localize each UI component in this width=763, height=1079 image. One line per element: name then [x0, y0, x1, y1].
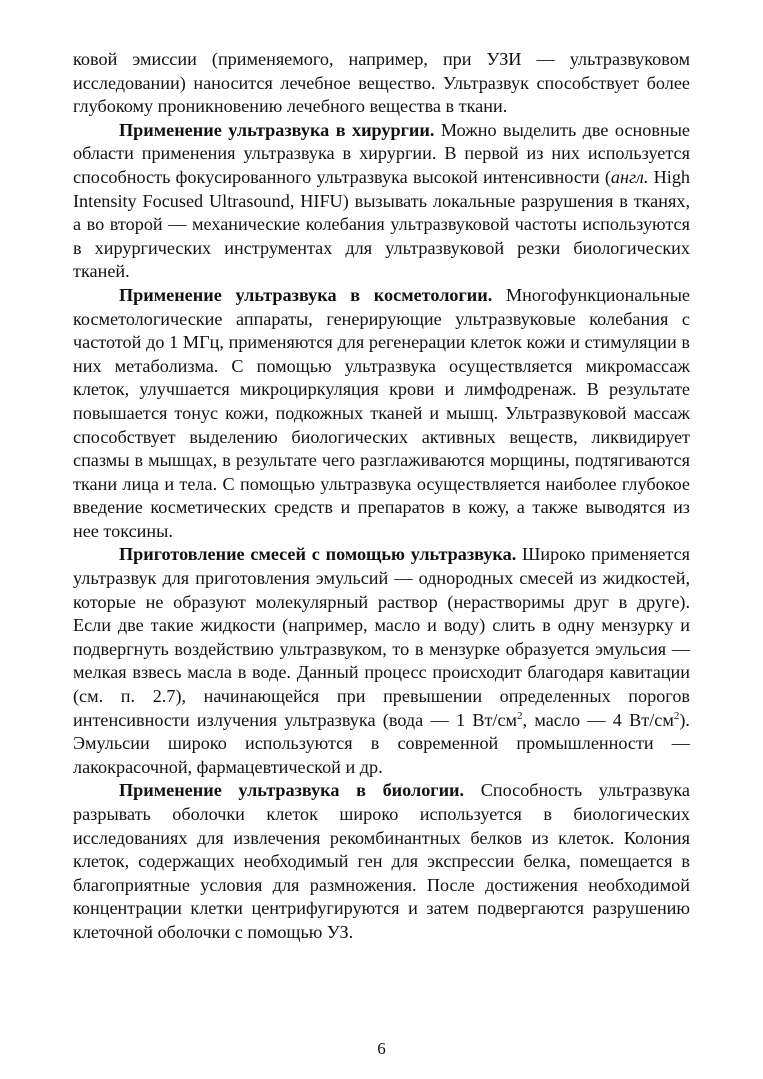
section-heading-cosmetology: Применение ультразвука в косметологии. [119, 284, 493, 305]
paragraph-text: Многофункциональные косметологические аппараты, генерирующие ультразвуковые колебания с частотой до 1 МГц, применяются для регенерации клеток кожи и стимуляции в них метаболизма. С помощью ультразвука осуществляется микромассаж клеток, улучшается микроциркуляция крови и лимфодренаж. В результате повышается тонус кожи, подкожных тканей и мышц. Ультразвуковой массаж способствует выделению биологических активных веществ, ликвидирует спазмы в мышцах, в результате чего разглаживаются морщины, подтягиваются ткани лица и тела. С помощью ультразвука осуществляется наиболее глубокое введение косметических средств и препаратов в кожу, а также выводятся из нее токсины. [73, 284, 690, 541]
paragraph-text: Способность ультразвука разрывать оболочки клеток широко используется в биологических исследованиях для извлечения рекомбинантных белков из клеток. Колония клеток, содержащих необходимый ген для экспрессии белка, помещается в благоприятные условия для размножения. После достижения необходимой концентрации клетки центрифугируются и затем подвергаются разрушению клеточной оболочки с помощью УЗ. [73, 780, 690, 942]
paragraph-text: ). Эмульсии широко используются в современной промышленности — лакокрасочной, фармацевтической и др. [73, 709, 690, 777]
page-number: 6 [377, 1039, 386, 1058]
paragraph-cosmetology [73, 284, 690, 544]
section-heading-biology: Применение ультразвука в биологии. [119, 780, 465, 801]
paragraph-text: Широко применяется ультразвук для приготовления эмульсий — однородных смесей из жидкостей, которые не образуют молекулярный раствор (нерастворимы друг в друге). Если две такие жидкости (например, масло и воду) слить в одну мензурку и подвергнуть воздействию ультразвуком, то в мензурке образуется эмульсия — мелкая взвесь масла в воде. Данный процесс происходит благодаря кавитации (см. п. 2.7), начинающейся при превышении определенных порогов интенсивности излучения ультразвука (вода — 1 Вт/см [73, 544, 691, 730]
superscript: 2 [517, 709, 523, 722]
section-heading-mixtures: Приготовление смесей с помощью ультразвука. [119, 544, 517, 565]
paragraph-text: High Intensity Focused Ultrasound, HIFU) вызывать локальные разрушения в тканях, а во второй — механические колебания ультразвуковой частоты используются в хирургических инструментах для ультразвуковой резки биологических тканей. [73, 166, 691, 282]
section-heading-surgery: Применение ультразвука в хирургии. [119, 119, 435, 140]
paragraph-text: ковой эмиссии (применяемого, например, при УЗИ — ультразвуковом исследовании) наносится лечебное вещество. Ультразвук способствует более глубокому проникновению лечебного вещества в ткани. [73, 49, 690, 117]
paragraph-biology [73, 779, 690, 944]
body-text [73, 48, 690, 945]
paragraph-text: Можно выделить две основные области применения ультразвука в хирургии. В первой из них используется способность фокусированного ультразвука высокой интенсивности ( [73, 119, 690, 187]
paragraph-surgery [73, 119, 690, 284]
paragraph-continuation [73, 48, 690, 119]
superscript: 2 [673, 709, 680, 722]
paragraph-text: , масло — 4 Вт/см [522, 709, 674, 730]
abbreviation-italic: англ. [610, 166, 649, 187]
paragraph-mixtures [73, 543, 690, 779]
